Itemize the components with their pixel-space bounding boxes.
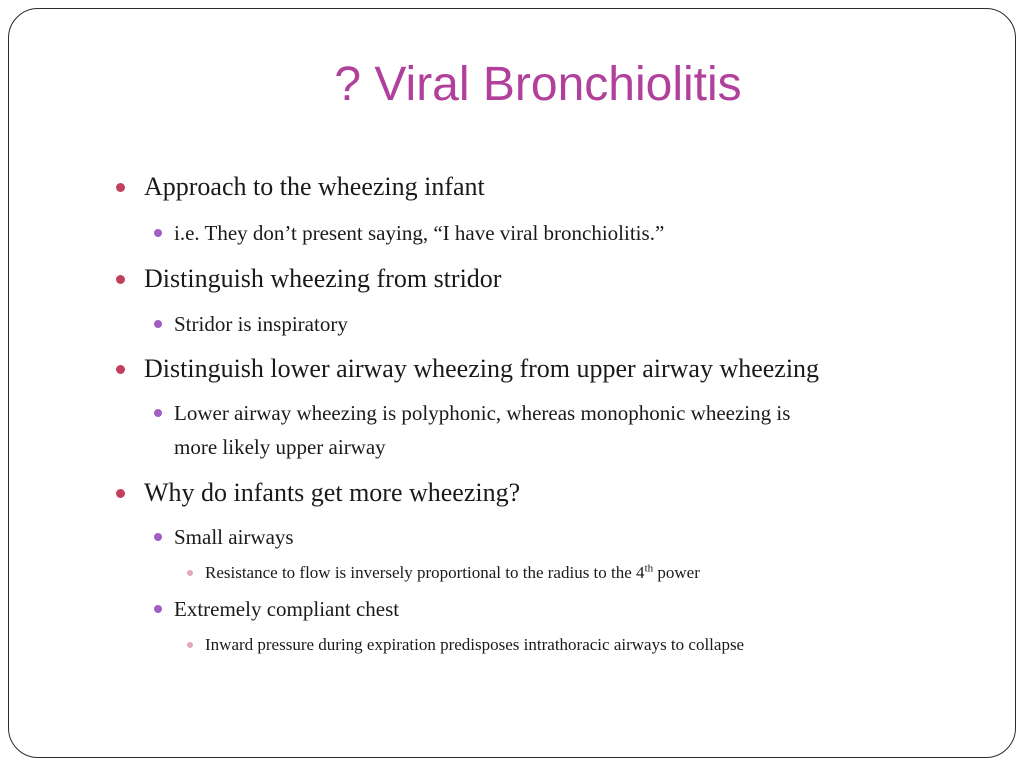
bullet-text: Extremely compliant chest <box>174 597 400 621</box>
bullet-text: power <box>653 563 700 582</box>
bullet-item <box>144 476 520 510</box>
bullet-item <box>144 170 485 204</box>
bullet-text: Resistance to flow is inversely proportional to the radius to the 4 <box>205 563 645 582</box>
sub-bullet-item <box>174 307 348 341</box>
sub-bullet-continuation <box>174 430 386 464</box>
sub-bullet-item <box>174 520 294 554</box>
sub-bullet-item <box>174 592 399 626</box>
sub-sub-bullet-item <box>205 559 700 587</box>
superscript: th <box>644 562 654 575</box>
sub-bullet-item <box>174 216 664 250</box>
bullet-text: Approach to the wheezing infant <box>144 172 485 201</box>
bullet-dot-icon <box>154 409 162 417</box>
bullet-text: i.e. They don’t present saying, “I have viral bronchiolitis.” <box>174 221 665 245</box>
bullet-text: Lower airway wheezing is polyphonic, whereas monophonic wheezing is <box>174 401 791 425</box>
bullet-dot-icon <box>116 183 125 192</box>
bullet-dot-icon <box>154 320 162 328</box>
bullet-dot-icon <box>154 229 162 237</box>
bullet-dot-icon <box>116 365 125 374</box>
bullet-item <box>144 352 819 386</box>
bullet-dot-icon <box>116 275 125 284</box>
bullet-text: more likely upper airway <box>174 435 386 459</box>
bullet-text: Inward pressure during expiration predisposes intrathoracic airways to collapse <box>205 635 745 654</box>
bullet-dot-icon <box>187 642 193 648</box>
slide-title: ? Viral Bronchiolitis <box>334 58 742 111</box>
bullet-dot-icon <box>187 570 193 576</box>
bullet-text: Why do infants get more wheezing? <box>144 478 521 507</box>
sub-sub-bullet-item <box>205 631 744 659</box>
bullet-text: Distinguish lower airway wheezing from upper airway wheezing <box>144 354 820 383</box>
bullet-item <box>144 262 501 296</box>
bullet-text: Small airways <box>174 525 294 549</box>
bullet-text: Stridor is inspiratory <box>174 312 348 336</box>
bullet-dot-icon <box>154 533 162 541</box>
sub-bullet-item <box>174 396 790 430</box>
bullet-dot-icon <box>154 605 162 613</box>
bullet-dot-icon <box>116 489 125 498</box>
bullet-text: Distinguish wheezing from stridor <box>144 264 502 293</box>
